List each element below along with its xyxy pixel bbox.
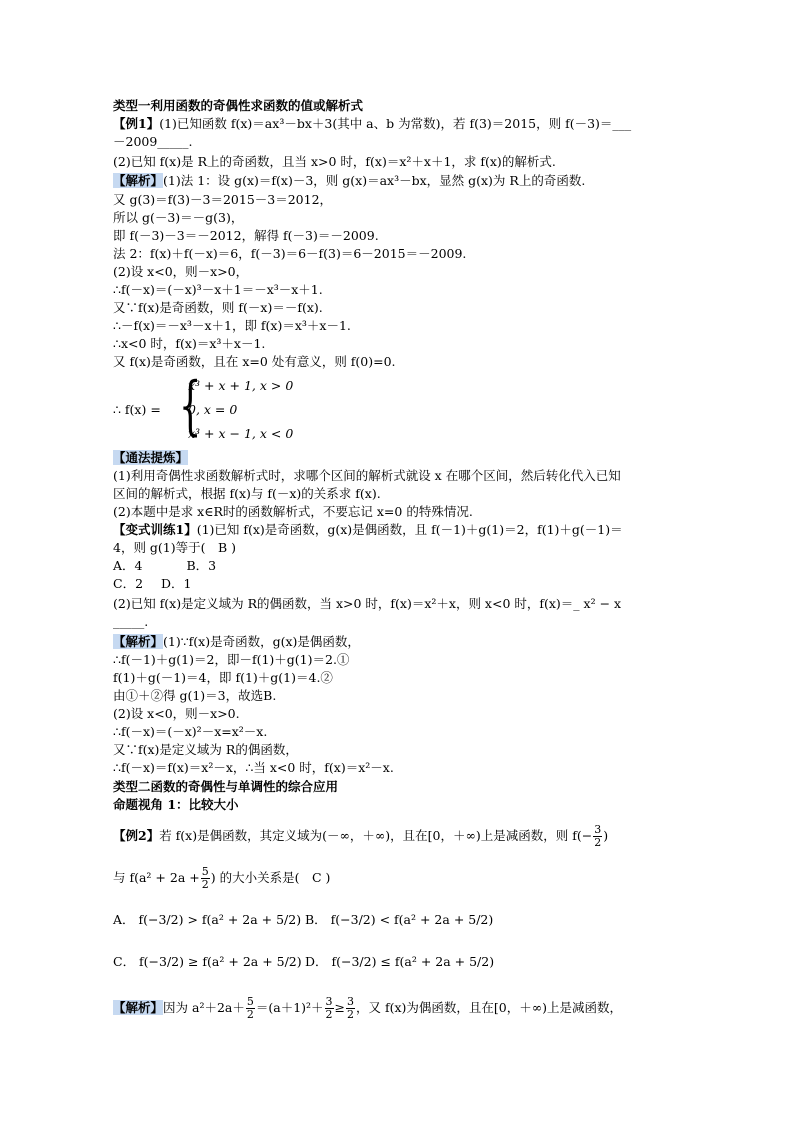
solution-2-line-1 xyxy=(113,634,360,650)
example-1-line-1 xyxy=(113,116,631,132)
solution-1-line-7: ∴f(－x)＝(－x)³－x＋1＝－x³－x＋1. xyxy=(113,282,323,297)
solution-2-text: (1)∵f(x)是奇函数，g(x)是偶函数， xyxy=(163,634,360,649)
example-2-option-a: A． f(−3/2) > f(a² + 2a + 5/2) xyxy=(113,912,302,927)
example-2-option-b: B． f(−3/2) < f(a² + 2a + 5/2) xyxy=(305,912,494,927)
solution-2-line-6: ∴f(－x)＝(－x)²－x=x²－x. xyxy=(113,724,268,739)
solution-1-tag: 【解析】 xyxy=(113,173,164,188)
solution-1-line-2: 又 g(3)＝f(3)－3＝2015－3＝2012， xyxy=(113,192,333,207)
solution-1-line-1 xyxy=(113,173,585,189)
variant-1-line-1 xyxy=(113,522,623,538)
solution-1-line-8: 又∵f(x)是奇函数，则 f(－x)＝－f(x). xyxy=(113,300,323,315)
solution-1-line-11: 又 f(x)是奇函数，且在 x=0 处有意义，则 f(0)=0. xyxy=(113,354,396,369)
variant-1-part-2-blank: _____. xyxy=(113,614,149,629)
piecewise-lhs: ∴ f(x) = xyxy=(113,402,161,417)
example-2-line-1: 【例2】若 f(x)是偶函数，其定义域为(－∞，＋∞)，且在[0，＋∞)上是减函数，则 f(− $\frac{3}{2}$ ) xyxy=(113,823,609,849)
method-tag: 【通法提炼】 xyxy=(113,450,189,465)
solution-1-line-6: (2)设 x<0，则－x>0， xyxy=(113,264,249,279)
fraction-3-2-b: $\frac{3}{2}$ xyxy=(325,995,333,1021)
solution-1-line-9: ∴－f(x)＝－x³－x＋1，即 f(x)＝x³＋x－1. xyxy=(113,318,351,333)
variant-1-options-row-2 xyxy=(113,576,192,592)
solution-1-line-4: 即 f(－3)－3＝－2012，解得 f(－3)＝－2009. xyxy=(113,228,379,243)
option-d: D．1 xyxy=(161,576,192,591)
piecewise-case-3: x³ + x − 1, x < 0 xyxy=(188,426,294,441)
method-tag-line xyxy=(113,450,188,466)
section-title-2: 类型二函数的奇偶性与单调性的综合应用 xyxy=(113,779,339,794)
example-2-line-2: 与 f(a² + 2a + $\frac{5}{2}$ ) 的大小关系是( C ) xyxy=(113,865,331,891)
section-title-1: 类型一利用函数的奇偶性求函数的值或解析式 xyxy=(113,98,364,113)
solution-2-line-3: f(1)＋g(－1)＝4，即 f(1)＋g(1)＝4.② xyxy=(113,670,333,685)
method-line-3: (2)本题中是求 x∈R时的函数解析式，不要忘记 x=0 的特殊情况. xyxy=(113,504,473,519)
example-1-answer: －2009_____. xyxy=(113,134,193,149)
solution-2-line-7: 又∵f(x)是定义域为 R的偶函数， xyxy=(113,742,298,757)
solution-1-line-3: 所以 g(－3)＝－g(3)， xyxy=(113,210,244,225)
option-b: B．3 xyxy=(186,558,217,573)
fraction-5-2-b: $\frac{5}{2}$ xyxy=(246,995,254,1021)
method-line-2: 区间的解析式，根据 f(x)与 f(－x)的关系求 f(x). xyxy=(113,486,381,501)
piecewise-case-2: 0, x = 0 xyxy=(188,402,238,417)
example-1-tag: 【例1】 xyxy=(113,116,160,131)
solution-2-line-5: (2)设 x<0，则－x>0. xyxy=(113,706,240,721)
solution-3-tag: 【解析】 xyxy=(113,1000,164,1015)
solution-2-tag: 【解析】 xyxy=(113,634,164,649)
fraction-5-2: $\frac{5}{2}$ xyxy=(201,865,209,891)
option-c: C．2 xyxy=(113,576,144,591)
solution-2-line-4: 由①＋②得 g(1)＝3，故选B. xyxy=(113,688,277,703)
method-line-1: (1)利用奇偶性求函数解析式时，求哪个区间的解析式就设 x 在哪个区间，然后转化代入已知 xyxy=(113,468,621,483)
variant-1-tag: 【变式训练1】 xyxy=(113,522,197,537)
solution-1-text: (1)法 1：设 g(x)＝f(x)－3，则 g(x)＝ax³－bx，显然 g(x)为 R上的奇函数. xyxy=(163,173,586,188)
solution-1-line-10: ∴x<0 时，f(x)＝x³＋x－1. xyxy=(113,336,266,351)
piecewise-case-1: x³ + x + 1, x > 0 xyxy=(188,378,294,393)
section-subtitle: 命题视角 1：比较大小 xyxy=(113,797,239,812)
variant-1-part-2: (2)已知 f(x)是定义域为 R的偶函数，当 x>0 时，f(x)＝x²＋x，则 x<0 时，f(x)＝_ x² − x xyxy=(113,596,622,611)
fraction-3-2-c: $\frac{3}{2}$ xyxy=(347,995,355,1021)
solution-2-line-2: ∴f(－1)＋g(1)＝2，即－f(1)＋g(1)＝2.① xyxy=(113,652,350,667)
solution-1-line-5: 法 2：f(x)＋f(－x)＝6，f(－3)＝6－f(3)＝6－2015＝－2009. xyxy=(113,246,467,261)
fraction-3-2: $\frac{3}{2}$ xyxy=(594,823,602,849)
piecewise-brace: { xyxy=(179,369,202,443)
variant-1-options-row-1 xyxy=(113,558,216,574)
example-1-part-2: (2)已知 f(x)是 R上的奇函数，且当 x>0 时，f(x)＝x²＋x＋1，求 f(x)的解析式. xyxy=(113,154,556,169)
variant-1-text: (1)已知 f(x)是奇函数，g(x)是偶函数，且 f(－1)＋g(1)＝2，f(1)＋g(－1)＝ xyxy=(196,522,623,537)
example-2-option-d: D． f(−3/2) ≤ f(a² + 2a + 5/2) xyxy=(305,954,495,969)
solution-2-line-8: ∴f(－x)＝f(x)＝x²－x，∴当 x<0 时，f(x)＝x²－x. xyxy=(113,760,394,775)
example-2-option-c: C． f(−3/2) ≥ f(a² + 2a + 5/2) xyxy=(113,954,302,969)
option-a: A．4 xyxy=(113,558,143,573)
solution-3-line-1: 【解析】因为 a²＋2a＋ $\frac{5}{2}$ ＝(a＋1)²＋ $\frac{3}{2}$ ≥ $\frac{3}{2}$ ，又 f(x)为偶函数，且在[0，＋∞)上是减函数， xyxy=(113,995,623,1021)
example-1-text: (1)已知函数 f(x)＝ax³－bx＋3(其中 a、b 为常数)，若 f(3)＝2015，则 f(－3)＝___ xyxy=(159,116,632,131)
example-2-tag: 【例2】 xyxy=(113,828,160,843)
example-2-text: 若 f(x)是偶函数，其定义域为(－∞，＋∞)，且在[0，＋∞)上是减函数，则 f(− xyxy=(159,828,593,843)
variant-1-line-2: 4，则 g(1)等于( B ) xyxy=(113,540,237,555)
